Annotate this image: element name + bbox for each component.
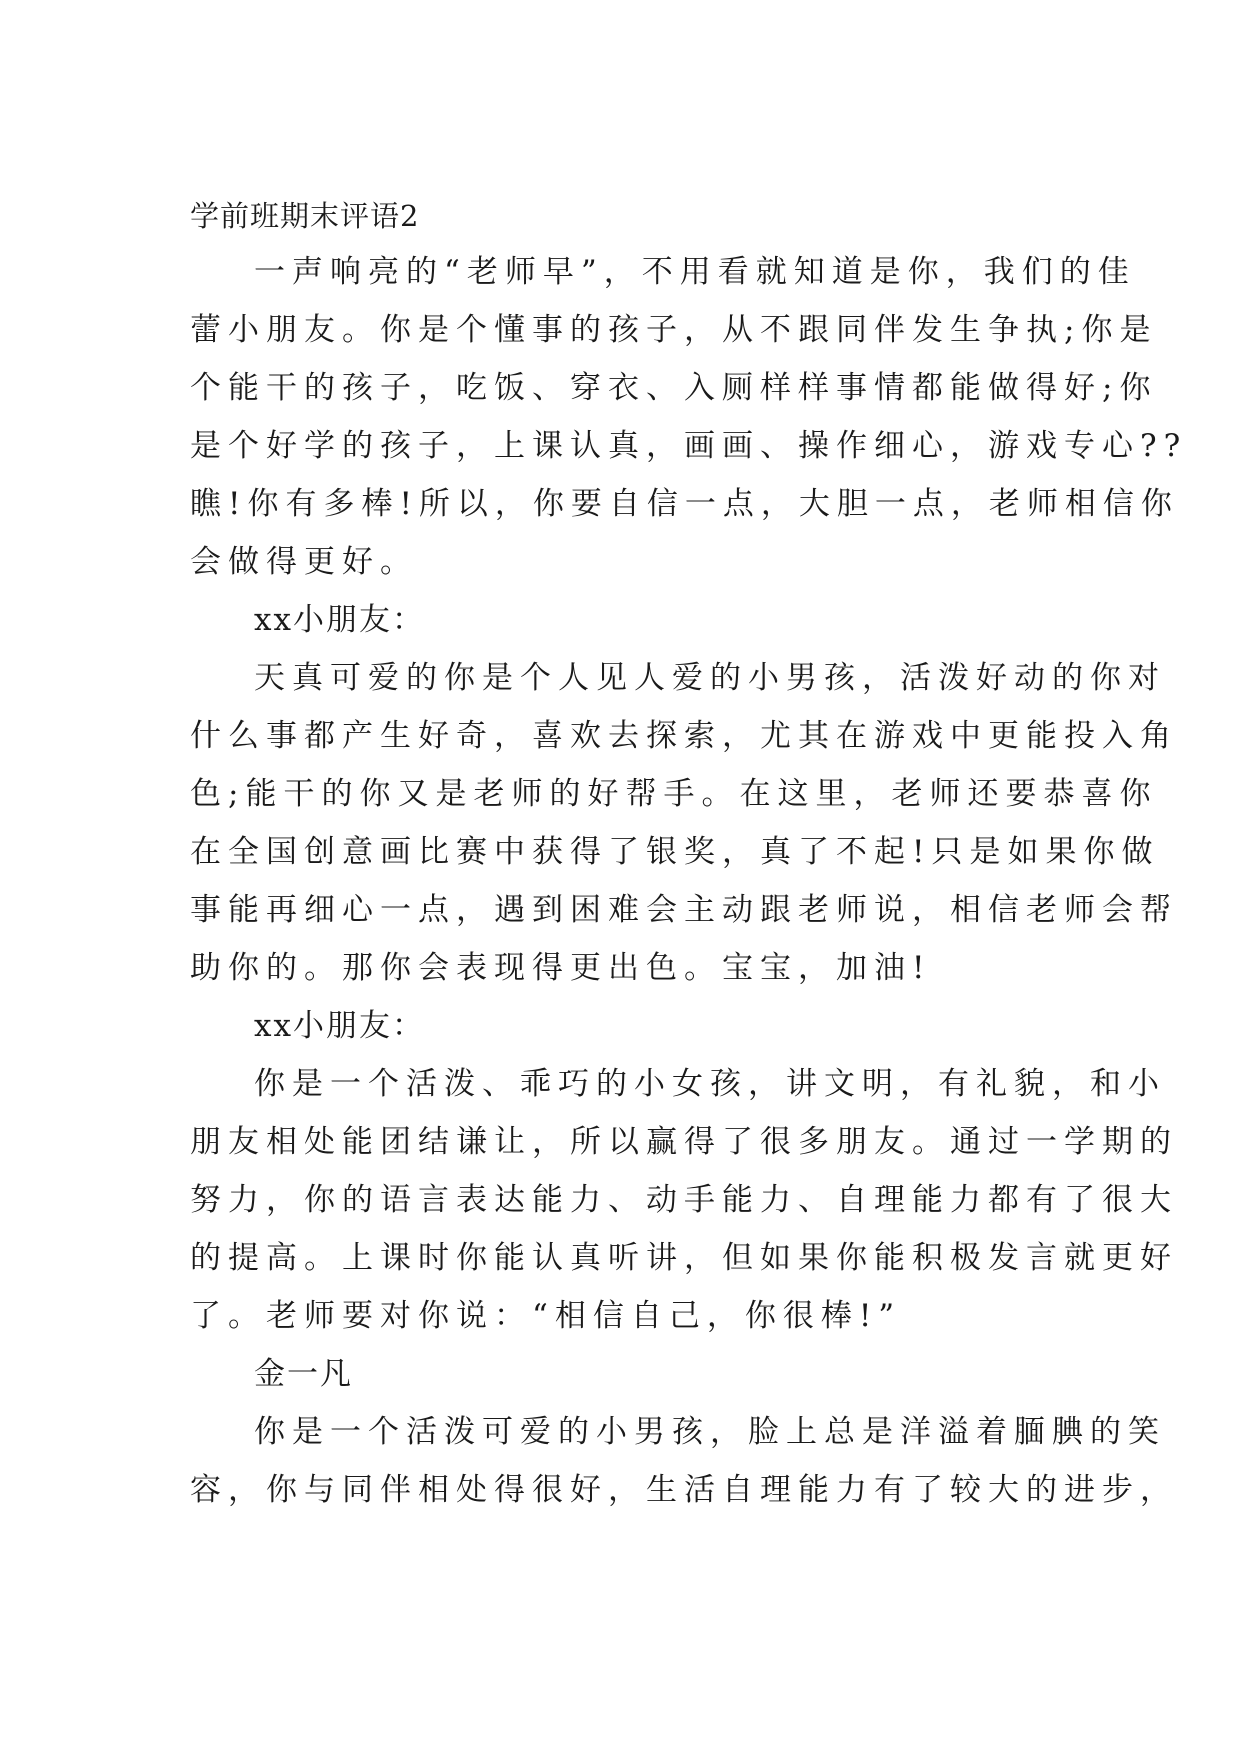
paragraph-line: 了。老师要对你说：“相信自己，你很棒!” xyxy=(190,1298,902,1334)
document-title: 学前班期末评语2 xyxy=(190,199,420,233)
paragraph-line: 是个好学的孩子，上课认真，画画、操作细心，游戏专心?? xyxy=(190,428,1188,464)
paragraph-line: 助你的。那你会表现得更出色。宝宝，加油! xyxy=(190,950,932,986)
paragraph-line: 在全国创意画比赛中获得了银奖，真了不起!只是如果你做 xyxy=(190,834,1160,870)
paragraph-line: 天真可爱的你是个人见人爱的小男孩，活泼好动的你对 xyxy=(254,660,1166,696)
paragraph-line: 瞧!你有多棒!所以，你要自信一点，大胆一点，老师相信你 xyxy=(190,486,1179,522)
paragraph-line: 色;能干的你又是老师的好帮手。在这里，老师还要恭喜你 xyxy=(190,776,1158,812)
paragraph-line: 你是一个活泼可爱的小男孩，脸上总是洋溢着腼腆的笑 xyxy=(254,1414,1166,1450)
paragraph-line: 一声响亮的“老师早”，不用看就知道是你，我们的佳 xyxy=(254,254,1136,290)
paragraph-line: 你是一个活泼、乖巧的小女孩，讲文明，有礼貌，和小 xyxy=(254,1066,1166,1102)
recipient-label: 金一凡 xyxy=(254,1356,353,1392)
paragraph-line: 个能干的孩子，吃饭、穿衣、入厕样样事情都能做得好;你 xyxy=(190,370,1158,406)
paragraph-line: 什么事都产生好奇，喜欢去探索，尤其在游戏中更能投入角 xyxy=(190,718,1178,754)
recipient-label: xx小朋友： xyxy=(254,602,425,638)
recipient-label: xx小朋友： xyxy=(254,1008,425,1044)
paragraph-line: 蕾小朋友。你是个懂事的孩子，从不跟同伴发生争执;你是 xyxy=(190,312,1158,348)
paragraph-line: 的提高。上课时你能认真听讲，但如果你能积极发言就更好 xyxy=(190,1240,1178,1276)
paragraph-line: 努力，你的语言表达能力、动手能力、自理能力都有了很大 xyxy=(190,1182,1178,1218)
paragraph-line: 朋友相处能团结谦让，所以赢得了很多朋友。通过一学期的 xyxy=(190,1124,1178,1160)
paragraph-line: 事能再细心一点，遇到困难会主动跟老师说，相信老师会帮 xyxy=(190,892,1178,928)
paragraph-line: 容，你与同伴相处得很好，生活自理能力有了较大的进步， xyxy=(190,1472,1178,1508)
paragraph-line: 会做得更好。 xyxy=(190,544,418,580)
